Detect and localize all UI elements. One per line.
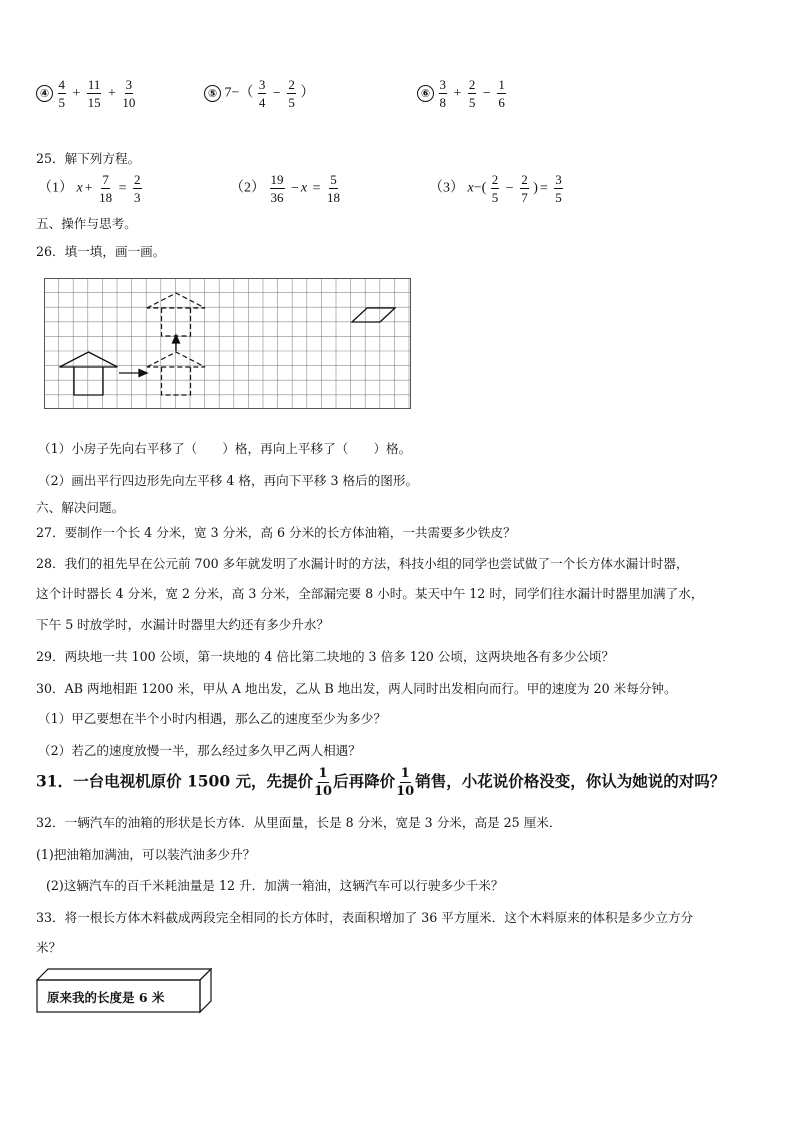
- house-translated-right: [147, 352, 205, 395]
- fraction: $\frac{1}{10}$: [314, 766, 333, 799]
- fraction: $\frac{3}{5}$: [555, 172, 562, 205]
- q26-sub1: （1）小房子先向右平移了（ ）格，再向上平移了（ ）格。: [38, 441, 412, 456]
- q27: 27．要制作一个长 4 分米，宽 3 分米，高 6 分米的长方体油箱，一共需要多少铁皮？: [36, 525, 516, 540]
- translation-grid-figure: [44, 278, 412, 410]
- q33-line1: 33．将一根长方体木料截成两段完全相同的长方体时，表面积增加了 36 平方厘米．这个木料原来的体积是多少立方分: [36, 910, 694, 925]
- fraction: $\frac{2}{5}$: [491, 172, 499, 205]
- q32-line3: (2)这辆汽车的百千米耗油量是 12 升．加满一箱油，这辆汽车可以行驶多少千米？: [46, 878, 504, 893]
- q32-line1: 32．一辆汽车的油箱的形状是长方体．从里面量，长是 8 分米，宽是 3 分米，高是 25 厘米．: [36, 815, 562, 830]
- q30-line2: （1）甲乙要想在半个小时内相遇，那么乙的速度至少为多少？: [38, 711, 387, 726]
- q26-sub2: （2）画出平行四边形先向左平移 4 格，再向下平移 3 格后的图形。: [38, 473, 419, 488]
- fraction: $\frac{11}{15}$: [87, 77, 101, 110]
- q26-title: 26．填一填，画一画。: [36, 244, 166, 259]
- fraction: $\frac{3}{10}$: [122, 77, 136, 110]
- fraction: $\frac{7}{18}$: [99, 172, 113, 205]
- q25-eq1: （1） x + $\frac{7}{18}$ = $\frac{2}{3}$: [38, 172, 141, 205]
- fraction: $\frac{2}{5}$: [288, 77, 295, 110]
- q24-item4-number: ④: [36, 85, 53, 102]
- grid-border: [45, 279, 411, 409]
- fraction: $\frac{2}{7}$: [521, 172, 528, 205]
- house-original: [60, 352, 118, 395]
- q25-eq3: （3） x−( $\frac{2}{5}$ − $\frac{2}{7}$ ) = $\frac{3}{5}$: [429, 172, 562, 205]
- q29: 29．两块地一共 100 公顷，第一块地的 4 倍比第二块地的 3 倍多 120 公顷，这两块地各有多少公顷？: [36, 649, 615, 664]
- q31: 31．一台电视机原价 1500 元，先提价 $\frac{1}{10}$ 后再降价 $\frac{1}{10}$ 销售，小花说价格没变，你认为她说的对吗？: [36, 766, 726, 799]
- cuboid-label: 原来我的长度是 6 米: [47, 990, 165, 1005]
- fraction: $\frac{1}{6}$: [498, 77, 505, 110]
- fraction: $\frac{19}{36}$: [270, 172, 284, 205]
- q28-line1: 28．我们的祖先早在公元前 700 多年就发明了水漏计时的方法，科技小组的同学也尝试做了一个长方体水漏计时器，: [36, 556, 689, 571]
- q25-eq2: （2） $\frac{19}{36}$ − x = $\frac{5}{18}$: [230, 172, 341, 205]
- q24-item6-number: ⑥: [417, 85, 434, 102]
- q24-item4: ④ $\frac{4}{5}$ + $\frac{11}{15}$ + $\frac{3}{10}$: [36, 78, 136, 109]
- fraction: $\frac{2}{3}$: [134, 172, 141, 205]
- q28-line2: 这个计时器长 4 分米，宽 2 分米，高 3 分米，全部漏完要 8 小时。某天中午 12 时，同学们往水漏计时器里加满了水，: [36, 586, 704, 601]
- q30-line3: （2）若乙的速度放慢一半，那么经过多久甲乙两人相遇？: [38, 743, 361, 758]
- q33-line2: 米？: [36, 940, 62, 955]
- fraction: $\frac{5}{18}$: [327, 172, 341, 205]
- parallelogram: [352, 308, 395, 322]
- q25-title: 25．解下列方程。: [36, 151, 141, 166]
- fraction: $\frac{4}{5}$: [58, 77, 65, 110]
- q28-line3: 下午 5 时放学时，水漏计时器里大约还有多少升水？: [36, 617, 330, 632]
- q32-line2: (1)把油箱加满油，可以装汽油多少升？: [36, 847, 256, 862]
- grid-lines: [44, 278, 411, 409]
- q24-item5-number: ⑤: [204, 85, 221, 102]
- fraction: $\frac{3}{8}$: [439, 77, 446, 110]
- arrow-up-icon: [173, 335, 180, 351]
- house-translated-up: [147, 293, 205, 336]
- fraction: $\frac{1}{10}$: [396, 766, 415, 799]
- q30-line1: 30．AB 两地相距 1200 米，甲从 A 地出发，乙从 B 地出发，两人同时出发相向而行。甲的速度为 20 米每分钟。: [36, 681, 677, 696]
- section-6-heading: 六、解决问题。: [36, 500, 125, 515]
- arrow-right-icon: [119, 370, 147, 377]
- fraction: $\frac{2}{5}$: [468, 77, 476, 110]
- q24-item5: ⑤ 7−（ $\frac{3}{4}$ − $\frac{2}{5}$ ）: [204, 78, 314, 109]
- section-5-heading: 五、操作与思考。: [36, 216, 137, 231]
- q24-item6: ⑥ $\frac{3}{8}$ + $\frac{2}{5}$ − $\frac{1}{6}$: [417, 78, 507, 109]
- fraction: $\frac{3}{4}$: [258, 77, 266, 110]
